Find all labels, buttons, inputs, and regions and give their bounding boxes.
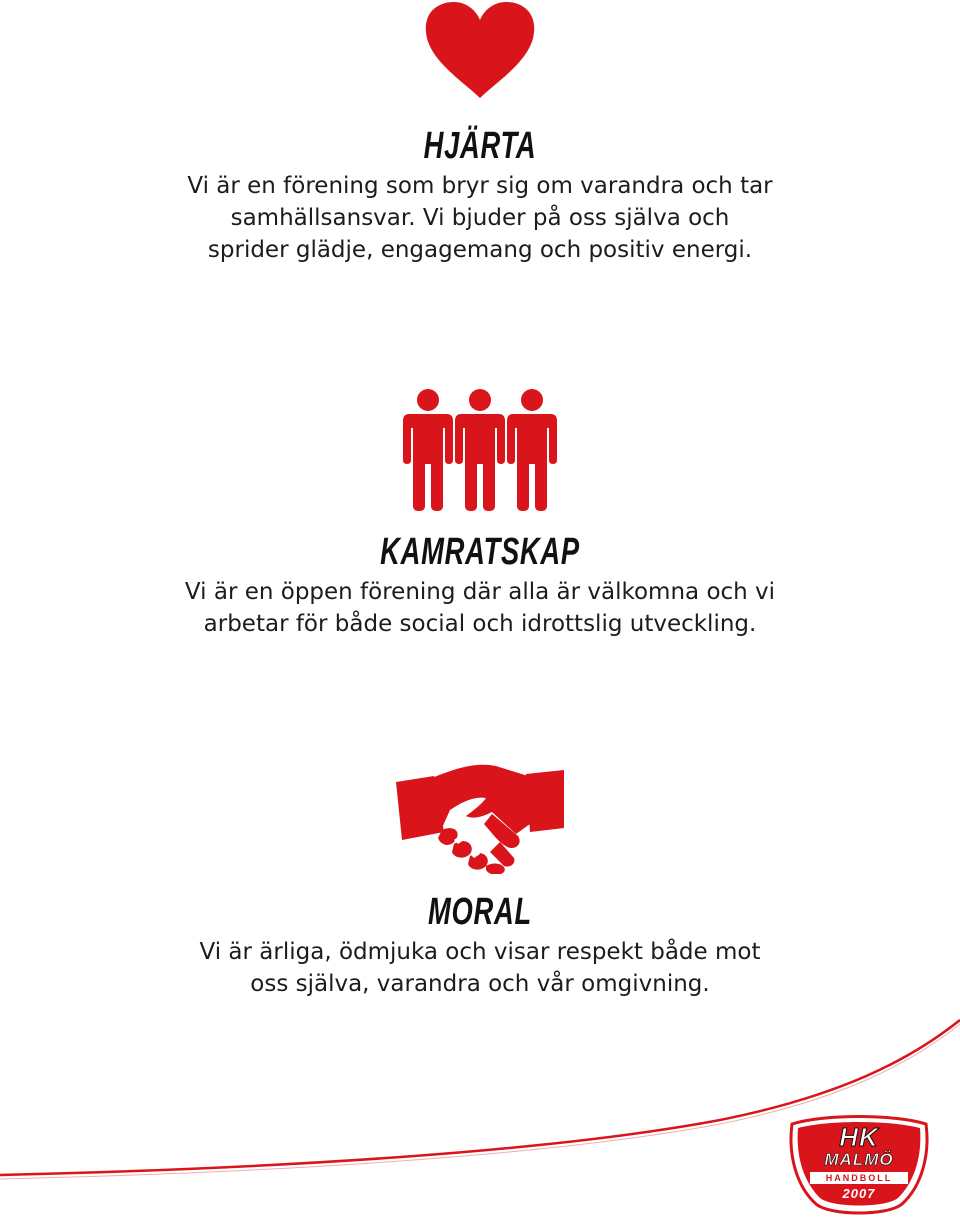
text-line: Vi är en förening som bryr sig om varandra och tar (187, 173, 773, 199)
text-line: Vi är en öppen förening där alla är välkomna och vi (184, 579, 776, 605)
text-line: Vi är ärliga, ödmjuka och visar respekt både mot (199, 939, 761, 965)
club-logo (784, 1114, 934, 1220)
logo-text-handboll: HANDBOLL (825, 1173, 893, 1183)
value-title-kamratskap: KAMRATSKAP (380, 531, 580, 573)
value-title-hjarta: HJÄRTA (423, 125, 537, 167)
text-line: sprider glädje, engagemang och positiv energi. (207, 237, 753, 263)
value-title-moral: MORAL (428, 891, 532, 933)
logo-text-malmo: MALMÖ (824, 1150, 894, 1169)
logo-text-year: 2007 (842, 1186, 876, 1201)
text-line: samhällsansvar. Vi bjuder på oss själva och (230, 205, 730, 231)
text-line: arbetar för både social och idrottslig utveckling. (203, 611, 757, 637)
text-line: oss själva, varandra och vår omgivning. (250, 971, 710, 997)
logo-text-hk: HK (839, 1122, 879, 1152)
